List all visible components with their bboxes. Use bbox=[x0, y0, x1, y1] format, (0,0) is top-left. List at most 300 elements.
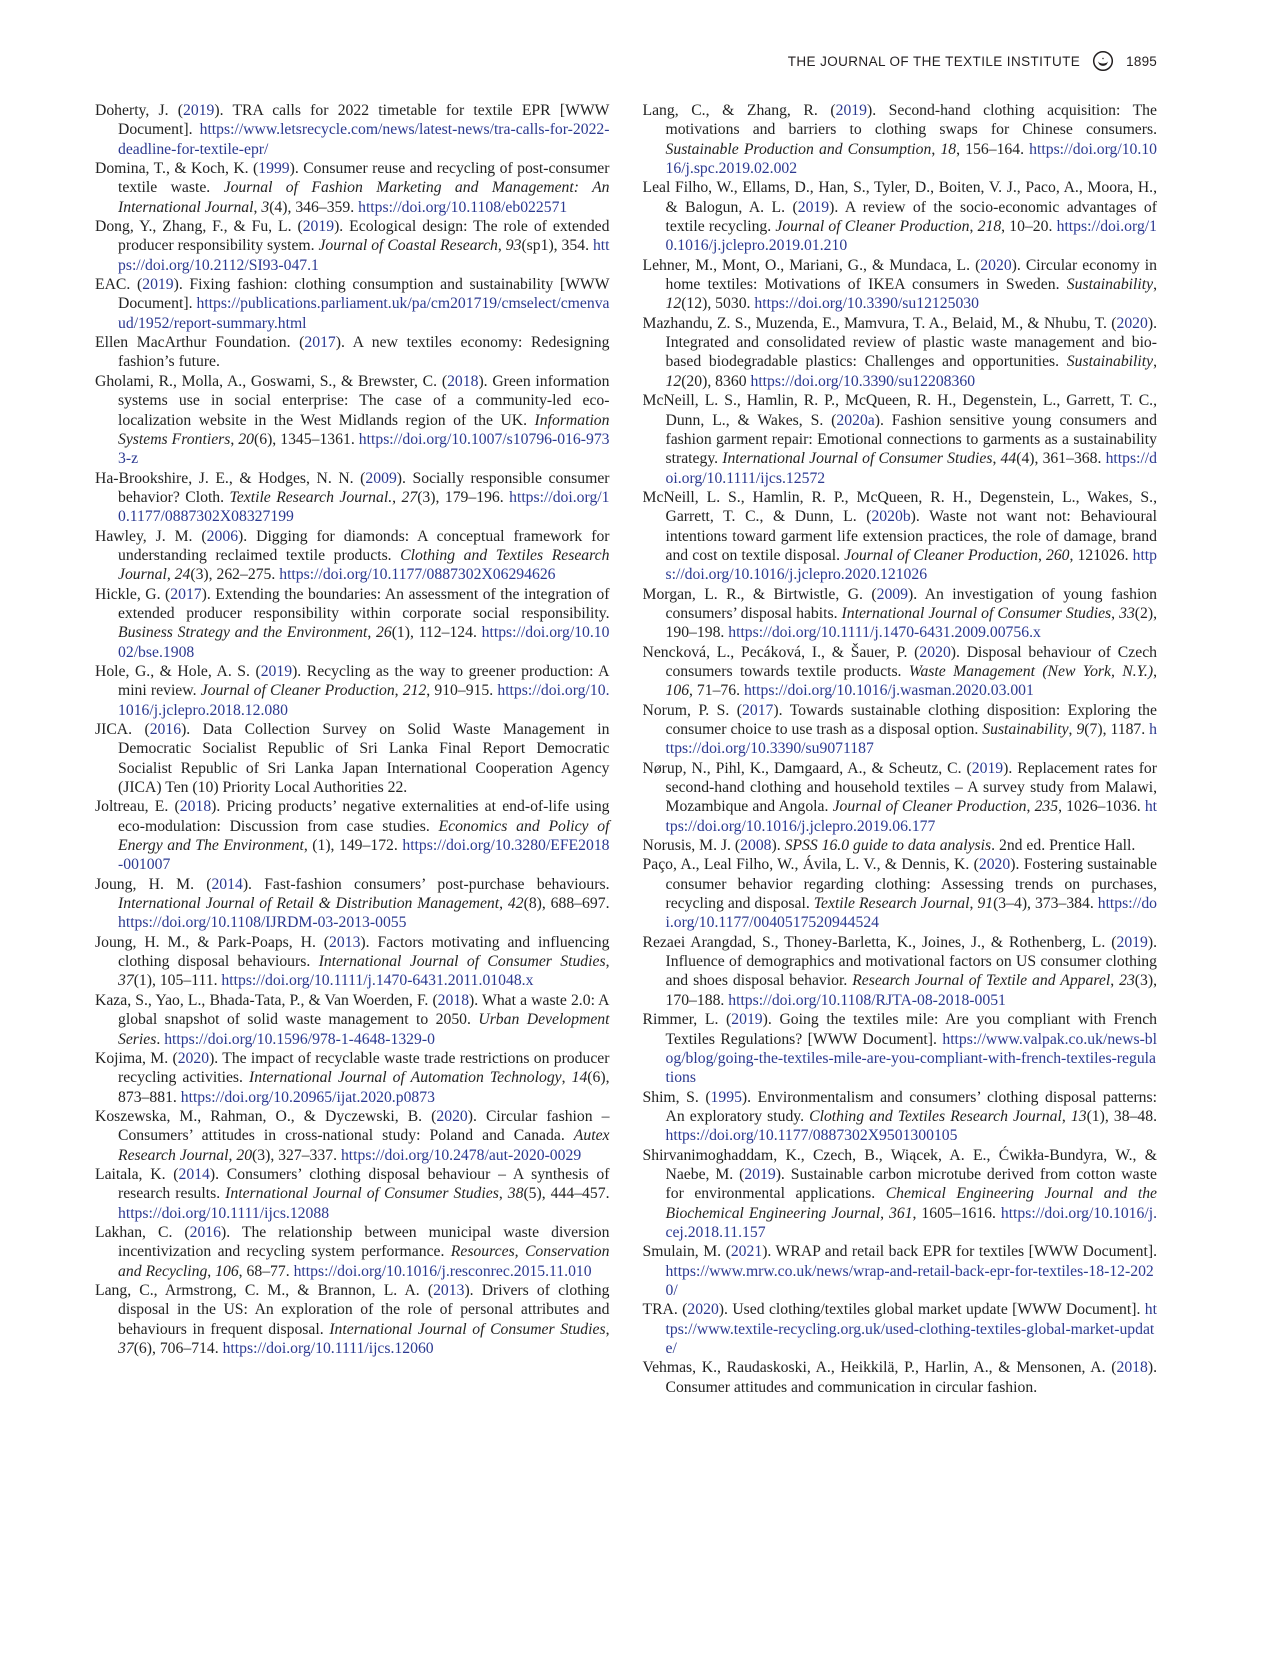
reference-source-title: Economics and Policy of Energy and The Environment bbox=[118, 817, 610, 855]
reference-text: ). Environmentalism and consumers’ clothing disposal patterns: An exploratory study. bbox=[665, 1088, 1157, 1125]
reference-text: ). Socially responsible consumer behavior? Cloth. bbox=[118, 469, 610, 506]
reference-text: Leal Filho, W., Ellams, D., Han, S., Tyler, D., Boiten, V. J., Paco, A., Moora, H., & Balogun, A. L. ( bbox=[642, 179, 1157, 216]
reference-text: , 71–76. bbox=[689, 682, 744, 700]
reference-source-title: Journal of Coastal Research bbox=[318, 237, 498, 255]
reference-text: Norusis, M. J. ( bbox=[642, 837, 741, 855]
reference-text: Smulain, M. ( bbox=[642, 1243, 731, 1261]
reference-url-link[interactable]: https://doi.org/10.1016/j.resconrec.2015.11.010 bbox=[293, 1262, 592, 1280]
reference-text: Joung, H. M., & Park-Poaps, H. ( bbox=[95, 933, 330, 951]
reference-text: ). Fixing fashion: clothing consumption and sustainability [WWW Document]. bbox=[118, 276, 610, 313]
reference-year-link[interactable]: 2019 bbox=[971, 759, 1004, 777]
reference-year-link[interactable]: 2017 bbox=[304, 334, 336, 352]
reference-url-link[interactable]: https://doi.org/10.1111/j.1470-6431.2011.01048.x bbox=[221, 972, 534, 990]
reference-year-link[interactable]: 2017 bbox=[742, 701, 774, 719]
reference-year-link[interactable]: 2018 bbox=[1116, 1359, 1148, 1377]
reference-item bbox=[95, 1049, 610, 1107]
reference-text: Hickle, G. ( bbox=[95, 585, 171, 603]
reference-text: Doherty, J. ( bbox=[95, 102, 184, 119]
reference-year-link[interactable]: 2018 bbox=[179, 798, 212, 816]
reference-source-title: 38 bbox=[507, 1185, 524, 1203]
reference-text: ). Circular fashion – Consumers’ attitudes in cross-national study: Poland and Canada. bbox=[118, 1107, 610, 1145]
reference-text: Nencková, L., Pecáková, I., & Šauer, P. ( bbox=[642, 643, 920, 661]
reference-url-link[interactable]: https://doi.org/10.3280/EFE2018-001007 bbox=[118, 837, 610, 874]
reference-item bbox=[95, 469, 610, 527]
reference-text: Gholami, R., Molla, A., Goswami, S., & Brewster, C. ( bbox=[95, 372, 448, 390]
reference-source-title: Research Journal of Textile and Apparel bbox=[852, 972, 1111, 990]
reference-text: , bbox=[498, 1185, 508, 1203]
reference-text: Joltreau, E. ( bbox=[95, 798, 180, 816]
reference-text: Shim, S. ( bbox=[642, 1088, 711, 1106]
reference-text: , bbox=[253, 198, 262, 216]
reference-source-title: 37 bbox=[118, 1340, 134, 1357]
reference-url-link[interactable]: https://doi.org/10.1108/IJRDM-03-2013-0055 bbox=[118, 914, 407, 932]
reference-source-title: International Journal of Consumer Studies bbox=[318, 953, 606, 971]
reference-source-title: 235 bbox=[1034, 798, 1059, 816]
reference-url-link[interactable]: https://doi.org/10.1111/ijcs.12572 bbox=[665, 450, 1158, 487]
reference-text: ). Replacement rates for second-hand clothing and household textiles – A survey study from Malawi, Mozambique and Angola. bbox=[665, 759, 1157, 816]
reference-text: ). bbox=[771, 837, 785, 855]
reference-source-title: Information Systems Frontiers bbox=[118, 411, 610, 448]
reference-text: ). Factors motivating and influencing clothing disposal behaviours. bbox=[118, 933, 610, 971]
reference-item bbox=[643, 701, 1158, 759]
reference-text: , (1), 149–172. bbox=[303, 837, 403, 855]
reference-url-link[interactable]: https://www.textile-recycling.org.uk/used-clothing-textiles-global-market-update/ bbox=[665, 1301, 1157, 1357]
reference-year-link[interactable]: 2019 bbox=[744, 1165, 776, 1183]
reference-text: ). Second-hand clothing acquisition: The motivations and barriers to clothing swaps for Chinese consumers. bbox=[665, 102, 1157, 139]
reference-url-link[interactable]: https://doi.org/10.1016/j.jclepro.2019.01.210 bbox=[665, 218, 1157, 255]
reference-url-link[interactable]: https://www.letsrecycle.com/news/latest-news/tra-calls-for-2022-deadline-for-textile-epr/ bbox=[118, 121, 610, 158]
reference-text: ). Towards sustainable clothing disposition: Exploring the consumer choice to use trash as a disposal option. bbox=[665, 701, 1157, 738]
reference-year-link[interactable]: 2020 bbox=[436, 1107, 468, 1125]
reference-year-link[interactable]: 2020 bbox=[1116, 314, 1148, 332]
references-column-right bbox=[643, 101, 1158, 1397]
page-number: 1895 bbox=[1126, 53, 1157, 69]
references-column-left bbox=[95, 101, 610, 1397]
reference-source-title: 44 bbox=[1000, 450, 1017, 468]
reference-source-title: International Journal of Consumer Studies bbox=[722, 450, 993, 468]
reference-source-title: 20 bbox=[238, 430, 255, 448]
reference-text: Mazhandu, Z. S., Muzenda, E., Mamvura, T. A., Belaid, M., & Nhubu, T. ( bbox=[642, 314, 1117, 332]
reference-item bbox=[643, 314, 1158, 391]
reference-year-link[interactable]: 2018 bbox=[437, 991, 470, 1009]
reference-text: ). WRAP and retail back EPR for textiles [WWW Document]. bbox=[762, 1243, 1157, 1261]
reference-text: (1), 38–48. bbox=[1086, 1107, 1158, 1125]
reference-source-title: 27 bbox=[401, 488, 418, 506]
page-header bbox=[95, 50, 1157, 72]
reference-text: ). Consumer reuse and recycling of post-consumer textile waste. bbox=[118, 160, 610, 197]
reference-url-link[interactable]: https://doi.org/10.1108/RJTA-08-2018-0051 bbox=[728, 991, 1006, 1009]
reference-year-link[interactable]: 2020 bbox=[980, 256, 1012, 274]
reference-item bbox=[643, 759, 1158, 836]
reference-text: ). Circular economy in home textiles: Motivations of IKEA consumers in Sweden. bbox=[665, 256, 1157, 294]
reference-year-link[interactable]: 2019 bbox=[731, 1011, 763, 1029]
journal-logo-icon bbox=[1092, 50, 1114, 72]
reference-source-title: International Journal of Consumer Studies bbox=[329, 1320, 606, 1338]
reference-source-title: Textile Research Journal bbox=[813, 895, 970, 913]
reference-text: ). Consumers’ clothing disposal behaviour – A synthesis of research results. bbox=[118, 1165, 610, 1203]
reference-year-link[interactable]: 2008 bbox=[740, 837, 772, 855]
reference-url-link[interactable]: https://doi.org/10.1111/ijcs.12088 bbox=[118, 1204, 330, 1222]
reference-text: , bbox=[1068, 721, 1077, 738]
reference-text: Morgan, L. R., & Birtwistle, G. ( bbox=[642, 585, 877, 603]
reference-year-link[interactable]: 2017 bbox=[170, 585, 202, 603]
reference-text: Norum, P. S. ( bbox=[642, 701, 742, 719]
reference-text: ). Waste not want not: Behavioural intentions toward garment life extension practices, the role of damage, brand and cost on textile disposal. bbox=[665, 508, 1157, 564]
reference-text: (5), 444–457. bbox=[523, 1185, 610, 1203]
reference-text: Kaza, S., Yao, L., Bhada-Tata, P., & Van Woerden, F. ( bbox=[95, 991, 438, 1009]
reference-text: TRA. ( bbox=[642, 1301, 688, 1319]
reference-source-title: Resources, Conservation and Recycling bbox=[118, 1243, 610, 1280]
reference-source-title: Journal of Cleaner Production bbox=[832, 798, 1027, 816]
reference-text: McNeill, L. S., Hamlin, R. P., McQueen, R. H., Degenstein, L., Wakes, S., Garrett, T. C., & Dunn, L. ( bbox=[642, 488, 1157, 526]
reference-source-title: Clothing and Textiles Research Journal bbox=[809, 1107, 1062, 1125]
reference-url-link[interactable]: https://doi.org/10.1111/ijcs.12060 bbox=[222, 1340, 434, 1357]
reference-item bbox=[95, 662, 610, 720]
reference-url-link[interactable]: https://doi.org/10.1007/s10796-016-9733-z bbox=[118, 430, 610, 468]
reference-text: (3), 179–196. bbox=[417, 488, 510, 506]
reference-text: , bbox=[931, 140, 941, 158]
reference-source-title: Journal of Cleaner Production bbox=[200, 682, 395, 700]
reference-source-title: Journal of Cleaner Production bbox=[844, 546, 1038, 564]
reference-source-title: SPSS 16.0 guide to data analysis bbox=[784, 837, 992, 855]
reference-source-title: 13 bbox=[1070, 1107, 1087, 1125]
reference-text: , bbox=[992, 450, 1001, 468]
reference-url-link[interactable]: https://doi.org/10.1016/j.spc.2019.02.002 bbox=[665, 140, 1158, 178]
reference-text: ). Extending the boundaries: An assessment of the integration of extended producer responsibility within corporate social responsibility. bbox=[118, 585, 610, 622]
reference-text: , bbox=[605, 1320, 610, 1338]
reference-text: ). Recycling as the way to greener production: A mini review. bbox=[118, 662, 610, 700]
reference-item bbox=[643, 855, 1158, 932]
reference-text: , bbox=[1153, 276, 1157, 294]
reference-text: , bbox=[394, 682, 403, 700]
reference-year-link[interactable]: 2020 bbox=[919, 643, 951, 661]
reference-year-link[interactable]: 2014 bbox=[211, 875, 243, 893]
reference-source-title: International Journal of Consumer Studies bbox=[225, 1185, 499, 1203]
reference-text: Nørup, N., Pihl, K., Damgaard, A., & Scheutz, C. ( bbox=[642, 759, 972, 777]
reference-text: (1), 112–124. bbox=[391, 624, 482, 642]
reference-source-title: 33 bbox=[1119, 604, 1135, 622]
reference-year-link[interactable]: 2020 bbox=[687, 1301, 719, 1319]
reference-text: McNeill, L. S., Hamlin, R. P., McQueen, R. H., Degenstein, L., Garrett, T. C., Dunn, L., & Wakes, S. ( bbox=[642, 392, 1157, 429]
reference-text: (6), 706–714. bbox=[133, 1340, 223, 1357]
reference-text: (1), 105–111. bbox=[133, 972, 222, 990]
references-columns bbox=[95, 101, 1157, 1397]
reference-source-title: Sustainability bbox=[1066, 276, 1154, 294]
reference-source-title: 20 bbox=[236, 1146, 253, 1164]
reference-item bbox=[95, 875, 610, 933]
reference-text: (sp1), 354. bbox=[521, 237, 593, 255]
reference-source-title: Journal of Fashion Marketing and Management: An International Journal bbox=[118, 179, 610, 216]
reference-text: ). A new textiles economy: Redesigning fashion’s future. bbox=[118, 334, 610, 371]
reference-item bbox=[95, 333, 610, 372]
reference-text: , bbox=[1111, 604, 1120, 622]
reference-item bbox=[95, 720, 610, 797]
reference-text: Lang, C., Armstrong, C. M., & Brannon, L. A. ( bbox=[95, 1281, 434, 1299]
reference-item bbox=[95, 991, 610, 1049]
reference-item bbox=[95, 1107, 610, 1165]
reference-year-link[interactable]: 1995 bbox=[710, 1088, 742, 1106]
reference-year-link[interactable]: 2014 bbox=[178, 1165, 210, 1183]
reference-source-title: 361 bbox=[889, 1204, 913, 1222]
reference-text: ). TRA calls for 2022 timetable for textile EPR [WWW Document]. bbox=[118, 102, 610, 139]
reference-text: (4), 346–359. bbox=[269, 198, 359, 216]
reference-url-link[interactable]: https://publications.parliament.uk/pa/cm201719/cmselect/cmenvaud/1952/report-summary.html bbox=[118, 295, 610, 332]
reference-item bbox=[95, 275, 610, 333]
reference-year-link[interactable]: 2019 bbox=[260, 662, 293, 680]
reference-text: Ha-Brookshire, J. E., & Hodges, N. N. ( bbox=[95, 469, 366, 487]
reference-year-link[interactable]: 2019 bbox=[183, 102, 215, 119]
reference-text: ). The relationship between municipal waste diversion incentivization and recycling system performance. bbox=[118, 1223, 610, 1261]
reference-text: , bbox=[969, 895, 978, 913]
reference-text: ). Going the textiles mile: Are you compliant with French Textiles Regulations? [WWW Document]. bbox=[665, 1011, 1158, 1048]
reference-url-link[interactable]: https://doi.org/10.1111/j.1470-6431.2009.00756.x bbox=[728, 624, 1041, 642]
reference-url-link[interactable]: https://doi.org/10.1016/j.jclepro.2019.06.177 bbox=[665, 798, 1158, 835]
reference-item bbox=[643, 488, 1158, 585]
reference-text: , bbox=[1026, 798, 1035, 816]
reference-text: ). A review of the socio-economic advantages of textile recycling. bbox=[665, 198, 1157, 236]
reference-item bbox=[643, 1088, 1158, 1146]
reference-item bbox=[95, 217, 610, 275]
reference-text: ). Fashion sensitive young consumers and fashion garment repair: Emotional connections to garments as a sustainability strategy. bbox=[665, 411, 1157, 468]
reference-text: , bbox=[367, 624, 376, 642]
reference-year-link[interactable]: 2019 bbox=[1116, 933, 1148, 951]
reference-item bbox=[95, 1223, 610, 1281]
reference-text: ). Pricing products’ negative externalities at end-of-life using eco-modulation: Discussion from case studies. bbox=[118, 798, 610, 835]
reference-item bbox=[643, 1300, 1158, 1358]
reference-text: ). Used clothing/textiles global market update [WWW Document]. bbox=[718, 1301, 1145, 1319]
reference-text: (4), 361–368. bbox=[1016, 450, 1106, 468]
reference-year-link[interactable]: 2020 bbox=[177, 1049, 210, 1067]
reference-text: , 1605–1616. bbox=[912, 1204, 1001, 1222]
reference-source-title: 3 bbox=[261, 198, 270, 216]
reference-text: Laitala, K. ( bbox=[95, 1165, 179, 1183]
reference-text: ). Fast-fashion consumers’ post-purchase behaviours. bbox=[242, 875, 610, 893]
reference-item bbox=[95, 527, 610, 585]
reference-item bbox=[643, 1146, 1158, 1243]
reference-source-title: 26 bbox=[376, 624, 392, 642]
reference-url-link[interactable]: https://doi.org/10.1108/eb022571 bbox=[358, 198, 568, 216]
reference-url-link[interactable]: https://doi.org/10.3390/su12208360 bbox=[750, 372, 976, 390]
journal-title: THE JOURNAL OF THE TEXTILE INSTITUTE bbox=[787, 53, 1081, 69]
reference-source-title: 12 bbox=[665, 295, 682, 313]
reference-source-title: 93 bbox=[505, 237, 522, 255]
reference-year-link[interactable]: 2019 bbox=[142, 276, 174, 294]
reference-text: Lang, C., & Zhang, R. ( bbox=[642, 102, 836, 119]
reference-text: Domina, T., & Koch, K. ( bbox=[95, 160, 259, 178]
reference-url-link[interactable]: https://doi.org/10.20965/ijat.2020.p0873 bbox=[180, 1088, 435, 1106]
reference-text: ). Drivers of clothing disposal in the US: An exploration of the role of personal attributes and behaviours in frequent disposal. bbox=[118, 1281, 610, 1338]
reference-text: ). Consumer attitudes and communication in circular fashion. bbox=[665, 1359, 1157, 1396]
reference-source-title: 9 bbox=[1076, 721, 1085, 738]
reference-source-title: 37 bbox=[118, 972, 134, 990]
reference-year-link[interactable]: 2019 bbox=[797, 198, 830, 216]
reference-text: Vehmas, K., Raudaskoski, A., Heikkilä, P., Harlin, A., & Mensonen, A. ( bbox=[642, 1359, 1117, 1377]
reference-source-title: 260 bbox=[1045, 546, 1070, 564]
reference-text: , 156–164. bbox=[956, 140, 1030, 158]
reference-year-link[interactable]: 2006 bbox=[206, 527, 239, 545]
reference-url-link[interactable]: https://doi.org/10.1016/j.wasman.2020.03.001 bbox=[743, 682, 1034, 700]
reference-year-link[interactable]: 1999 bbox=[258, 160, 290, 178]
reference-text: , bbox=[228, 1146, 237, 1164]
reference-source-title: International Journal of Automation Technology bbox=[249, 1069, 562, 1087]
reference-text: , bbox=[207, 1262, 216, 1280]
reference-source-title: Business Strategy and the Environment bbox=[118, 624, 368, 642]
reference-url-link[interactable]: https://doi.org/10.3390/su9071187 bbox=[665, 721, 1158, 758]
reference-item bbox=[95, 1281, 610, 1358]
reference-text: Joung, H. M. ( bbox=[95, 875, 212, 893]
reference-text: , bbox=[880, 1204, 889, 1222]
reference-text: ). Influence of demographics and motivational factors on US consumer clothing and shoes disposal behavior. bbox=[665, 933, 1157, 990]
reference-text: (6), 873–881. bbox=[118, 1069, 610, 1106]
reference-item bbox=[95, 101, 610, 159]
reference-text: , bbox=[1037, 546, 1046, 564]
reference-url-link[interactable]: https://doi.org/10.1016/j.jclepro.2020.121026 bbox=[665, 546, 1157, 584]
reference-year-link[interactable]: 2020 bbox=[978, 856, 1011, 874]
reference-text: Rezaei Arangdad, S., Thoney-Barletta, K., Joines, J., & Rothenberg, L. ( bbox=[642, 933, 1117, 951]
reference-text: Dong, Y., Zhang, F., & Fu, L. ( bbox=[95, 218, 303, 236]
reference-url-link[interactable]: https://doi.org/10.2112/SI93-047.1 bbox=[118, 237, 610, 274]
reference-text: (8), 688–697. bbox=[523, 895, 610, 913]
reference-text: ). Disposal behaviour of Czech consumers towards textile products. bbox=[665, 643, 1157, 680]
reference-year-link[interactable]: 2021 bbox=[730, 1243, 763, 1261]
reference-url-link[interactable]: https://doi.org/10.2478/aut-2020-0029 bbox=[340, 1146, 582, 1164]
reference-source-title: Sustainability bbox=[1066, 353, 1154, 371]
reference-source-title: Sustainability bbox=[982, 721, 1069, 738]
reference-item bbox=[643, 178, 1158, 255]
reference-source-title: 24 bbox=[174, 566, 191, 584]
reference-url-link[interactable]: https://doi.org/10.1596/978-1-4648-1329-0 bbox=[164, 1030, 435, 1048]
reference-source-title: Journal of Cleaner Production bbox=[775, 218, 970, 236]
reference-text: , 10–20. bbox=[1001, 218, 1057, 236]
reference-source-title: 42 bbox=[507, 895, 524, 913]
reference-text: , bbox=[969, 218, 978, 236]
reference-text: , bbox=[499, 895, 508, 913]
reference-text: , bbox=[392, 488, 402, 506]
reference-item bbox=[95, 933, 610, 991]
reference-source-title: 106 bbox=[215, 1262, 239, 1280]
reference-text: (6), 1345–1361. bbox=[254, 430, 359, 448]
reference-text: , bbox=[230, 430, 239, 448]
reference-url-link[interactable]: https://doi.org/10.1177/0887302X08327199 bbox=[118, 488, 610, 526]
reference-source-title: 218 bbox=[977, 218, 1002, 236]
reference-url-link[interactable]: https://doi.org/10.1002/bse.1908 bbox=[118, 624, 610, 661]
reference-item bbox=[643, 643, 1158, 701]
reference-item bbox=[95, 159, 610, 217]
reference-year-link[interactable]: 2009 bbox=[876, 585, 908, 603]
reference-text: (3), 262–275. bbox=[190, 566, 280, 584]
reference-text: ). Data Collection Survey on Solid Waste Management in Democratic Socialist Republic of Sri Lanka Final Report Democratic Socialist Republic of Sri Lanka Japan International Cooperation Agency (JICA) Ten (10) Priority Local Authorities 22. bbox=[118, 721, 610, 797]
reference-text: Koszewska, M., Rahman, O., & Dyczewski, B. ( bbox=[95, 1107, 437, 1125]
reference-year-link[interactable]: 2009 bbox=[365, 469, 397, 487]
reference-text: ). Sustainable carbon microtube derived from cotton waste for environmental applications. bbox=[665, 1165, 1158, 1203]
reference-source-title: 212 bbox=[402, 682, 427, 700]
reference-text: Lakhan, C. ( bbox=[95, 1223, 190, 1241]
reference-text: ). Fostering sustainable consumer behavior regarding clothing: Assessing trends on purchases, recycling and disposal. bbox=[665, 856, 1157, 913]
reference-text: (3), 327–337. bbox=[252, 1146, 341, 1164]
reference-text: , bbox=[1061, 1107, 1071, 1125]
reference-year-link[interactable]: 2019 bbox=[835, 102, 867, 119]
reference-year-link[interactable]: 2020b bbox=[871, 508, 911, 526]
reference-url-link[interactable]: https://doi.org/10.1177/0887302X9501300105 bbox=[665, 1127, 958, 1145]
reference-item bbox=[95, 372, 610, 469]
reference-url-link[interactable]: https://doi.org/10.1177/0040517520944524 bbox=[665, 895, 1158, 932]
reference-url-link[interactable]: https://doi.org/10.1016/j.jclepro.2018.12.080 bbox=[118, 682, 610, 719]
reference-item bbox=[643, 391, 1158, 488]
reference-text: ). An investigation of young fashion consumers’ disposal habits. bbox=[665, 585, 1158, 622]
reference-source-title: Textile Research Journal. bbox=[229, 488, 393, 506]
reference-text: , 1026–1036. bbox=[1058, 798, 1145, 816]
reference-year-link[interactable]: 2013 bbox=[329, 933, 361, 951]
reference-text: Paço, A., Leal Filho, W., Ávila, L. V., & Dennis, K. ( bbox=[642, 856, 979, 874]
reference-item bbox=[643, 933, 1158, 1010]
reference-source-title: Autex Research Journal bbox=[118, 1127, 610, 1164]
reference-text: Lehner, M., Mont, O., Mariani, G., & Mundaca, L. ( bbox=[642, 256, 981, 274]
reference-text: (3–4), 373–384. bbox=[993, 895, 1098, 913]
reference-year-link[interactable]: 2018 bbox=[447, 372, 479, 390]
reference-source-title: 12 bbox=[665, 372, 682, 390]
reference-url-link[interactable]: https://doi.org/10.3390/su12125030 bbox=[754, 295, 979, 313]
reference-item bbox=[95, 797, 610, 874]
reference-text: Kojima, M. ( bbox=[95, 1049, 178, 1067]
reference-item bbox=[643, 836, 1158, 855]
reference-text: , 68–77. bbox=[238, 1262, 294, 1280]
reference-text: ). What a waste 2.0: A global snapshot of solid waste management to 2050. bbox=[118, 991, 610, 1029]
reference-item bbox=[643, 1358, 1158, 1397]
reference-text: Ellen MacArthur Foundation. ( bbox=[95, 334, 305, 352]
reference-year-link[interactable]: 2020a bbox=[836, 411, 875, 429]
reference-text: ). Green information systems use in social enterprise: The case of a community-led eco-localization website in the West Midlands region of the UK. bbox=[118, 372, 610, 429]
reference-text: (3), 170–188. bbox=[665, 972, 1158, 1009]
reference-text: , bbox=[605, 953, 610, 971]
reference-text: ). The impact of recyclable waste trade restrictions on producer recycling activities. bbox=[118, 1049, 610, 1087]
reference-source-title: International Journal of Consumer Studies bbox=[841, 604, 1112, 622]
reference-source-title: International Journal of Retail & Distribution Management bbox=[118, 895, 500, 913]
reference-year-link[interactable]: 2019 bbox=[302, 218, 335, 236]
reference-text: . bbox=[156, 1030, 165, 1048]
reference-url-link[interactable]: https://www.mrw.co.uk/news/wrap-and-retail-back-epr-for-textiles-18-12-2020/ bbox=[665, 1262, 1154, 1299]
reference-source-title: Waste Management (New York, N.Y.) bbox=[908, 662, 1154, 680]
reference-text: , bbox=[1153, 353, 1157, 371]
reference-url-link[interactable]: https://doi.org/10.1177/0887302X06294626 bbox=[279, 566, 556, 584]
reference-text: ). Digging for diamonds: A conceptual framework for understanding reclaimed textile products. bbox=[118, 527, 610, 564]
reference-text: EAC. ( bbox=[95, 276, 143, 294]
reference-text: ). Integrated and consolidated review of plastic waste management and bio-based biodegradable plastics: Challenges and opportunities. bbox=[665, 314, 1157, 371]
reference-year-link[interactable]: 2016 bbox=[189, 1223, 221, 1241]
reference-text: (2), 190–198. bbox=[665, 604, 1158, 642]
reference-item bbox=[643, 256, 1158, 314]
reference-text: , bbox=[497, 237, 506, 255]
reference-url-link[interactable]: https://doi.org/10.1016/j.cej.2018.11.157 bbox=[665, 1204, 1158, 1241]
reference-source-title: Clothing and Textiles Research Journal bbox=[118, 546, 610, 584]
reference-text: Shirvanimoghaddam, K., Czech, B., Wiącek, A. E., Ćwikła-Bundyra, W., & Naebe, M. ( bbox=[642, 1146, 1157, 1183]
reference-url-link[interactable]: https://www.valpak.co.uk/news-blog/blog/going-the-textiles-mile-are-you-compliant-with-french-textiles-regulations bbox=[665, 1030, 1157, 1087]
reference-year-link[interactable]: 2016 bbox=[149, 721, 182, 738]
reference-text: (7), 1187. bbox=[1084, 721, 1150, 738]
reference-text: JICA. ( bbox=[95, 721, 150, 738]
reference-text: Hole, G., & Hole, A. S. ( bbox=[95, 662, 261, 680]
reference-text: . 2nd ed. Prentice Hall. bbox=[991, 837, 1136, 855]
reference-text: (12), 5030. bbox=[681, 295, 755, 313]
reference-source-title: Urban Development Series bbox=[118, 1011, 610, 1048]
reference-text: , bbox=[1110, 972, 1120, 990]
reference-item bbox=[643, 1010, 1158, 1087]
reference-text: ). Ecological design: The role of extended producer responsibility system. bbox=[118, 218, 610, 255]
reference-text: , bbox=[166, 566, 175, 584]
reference-item bbox=[95, 1165, 610, 1223]
reference-source-title: 18 bbox=[940, 140, 957, 158]
reference-year-link[interactable]: 2013 bbox=[433, 1281, 465, 1299]
reference-text: Rimmer, L. ( bbox=[642, 1011, 732, 1029]
